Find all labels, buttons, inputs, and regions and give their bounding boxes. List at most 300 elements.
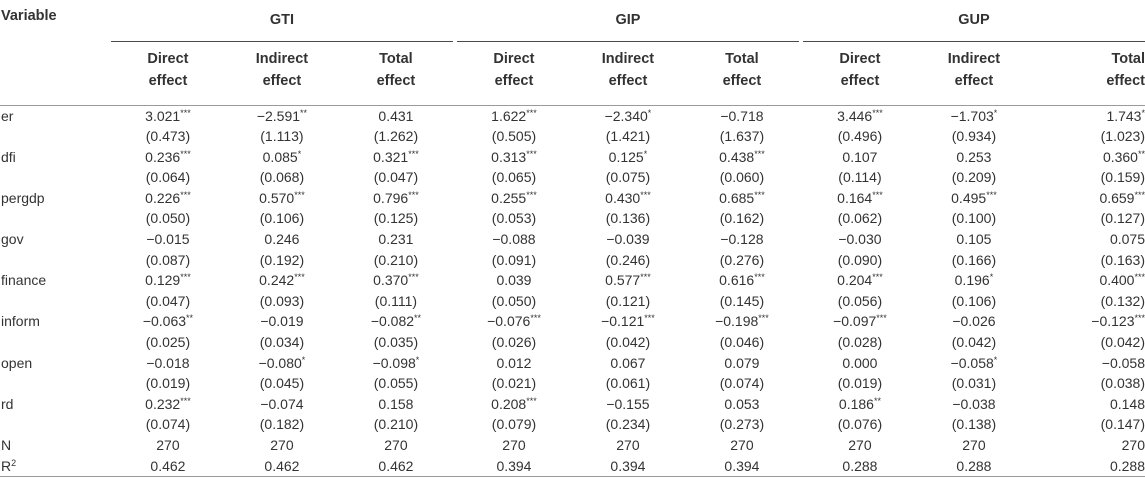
coefficient-value: 0.226 bbox=[145, 189, 181, 206]
variable-header: Variable bbox=[1, 8, 57, 24]
effect-column-header bbox=[803, 41, 917, 105]
table-row bbox=[0, 270, 1145, 291]
table-row bbox=[0, 126, 1145, 147]
variable-name-cell bbox=[0, 373, 111, 394]
significance-stars: ** bbox=[300, 107, 308, 118]
coefficient-value: −0.076 bbox=[487, 313, 531, 330]
table-row bbox=[0, 435, 1145, 456]
value-cell: (0.273) bbox=[719, 416, 765, 433]
value-cell: (0.021) bbox=[491, 375, 537, 392]
value-cell: (0.019) bbox=[145, 375, 191, 392]
significance-stars: *** bbox=[1134, 272, 1145, 283]
value-cell: 0.431 bbox=[378, 107, 414, 124]
value-cell: (0.125) bbox=[373, 210, 419, 227]
effect-header-word: Indirect bbox=[947, 50, 1001, 67]
variable-name-cell bbox=[0, 208, 111, 229]
coefficient-value: 0.495 bbox=[951, 189, 987, 206]
value-cell bbox=[457, 311, 571, 332]
value-cell: 0.000 bbox=[842, 354, 878, 371]
variable-name-cell bbox=[0, 332, 111, 353]
value-cell: −0.058 bbox=[1101, 354, 1145, 371]
value-cell bbox=[571, 270, 685, 291]
variable-superscript: 2 bbox=[11, 457, 17, 468]
table-row bbox=[0, 353, 1145, 374]
significance-stars: *** bbox=[408, 189, 419, 200]
coefficient-value: 3.446 bbox=[837, 107, 873, 124]
value-cell: 0.158 bbox=[378, 395, 414, 412]
coefficient-value: 0.236 bbox=[145, 148, 181, 165]
value-cell: (0.505) bbox=[491, 128, 537, 145]
table-row bbox=[0, 414, 1145, 435]
value-cell: 0.053 bbox=[724, 395, 760, 412]
value-cell: (0.210) bbox=[373, 251, 419, 268]
coefficient-value: 0.196 bbox=[954, 272, 990, 289]
value-cell: (0.060) bbox=[719, 169, 765, 186]
effect-header-word: Total bbox=[725, 50, 759, 67]
variable-name-cell bbox=[0, 229, 111, 250]
table-row bbox=[0, 456, 1145, 477]
value-cell bbox=[339, 270, 453, 291]
value-cell: (0.111) bbox=[374, 292, 418, 309]
value-cell bbox=[111, 311, 225, 332]
value-cell: (0.100) bbox=[951, 210, 997, 227]
value-cell bbox=[685, 311, 799, 332]
value-cell: (0.050) bbox=[491, 292, 537, 309]
value-cell bbox=[571, 311, 685, 332]
significance-stars: *** bbox=[408, 272, 419, 283]
value-cell: 0.462 bbox=[111, 456, 225, 477]
value-cell bbox=[457, 394, 571, 415]
coefficient-value: 1.743 bbox=[1106, 107, 1142, 124]
value-cell: 0.246 bbox=[264, 231, 300, 248]
value-cell: (0.276) bbox=[719, 251, 765, 268]
variable-name-cell bbox=[0, 126, 111, 147]
significance-stars: *** bbox=[1134, 313, 1145, 324]
value-cell bbox=[111, 394, 225, 415]
value-cell: 0.079 bbox=[724, 354, 760, 371]
value-cell: (0.056) bbox=[837, 292, 883, 309]
variable-name: er bbox=[1, 107, 14, 124]
variable-name-cell bbox=[0, 311, 111, 332]
value-cell bbox=[803, 270, 917, 291]
value-cell: 0.394 bbox=[571, 456, 685, 477]
variable-name-cell bbox=[0, 435, 111, 456]
variable-name-cell bbox=[0, 250, 111, 271]
effect-column-header bbox=[571, 41, 685, 105]
value-cell: (0.147) bbox=[1100, 416, 1145, 433]
value-cell: (0.934) bbox=[951, 128, 997, 145]
value-cell: (0.035) bbox=[373, 334, 419, 351]
significance-stars: ** bbox=[1137, 148, 1145, 159]
value-cell: (0.026) bbox=[491, 334, 537, 351]
value-cell bbox=[457, 105, 571, 126]
effect-header-word: effect bbox=[722, 72, 762, 89]
value-cell: 270 bbox=[848, 437, 872, 453]
effect-header-word: Direct bbox=[147, 50, 189, 67]
value-cell: (0.025) bbox=[145, 334, 191, 351]
table-row bbox=[0, 250, 1145, 271]
value-cell bbox=[917, 270, 1031, 291]
effect-header-word: effect bbox=[954, 72, 994, 89]
effect-header-word: effect bbox=[494, 72, 534, 89]
value-cell: (0.074) bbox=[719, 375, 765, 392]
significance-stars: *** bbox=[754, 189, 765, 200]
value-cell: (0.090) bbox=[837, 251, 883, 268]
significance-stars: * bbox=[647, 107, 652, 118]
value-cell: (1.262) bbox=[373, 128, 419, 145]
variable-name-cell bbox=[0, 414, 111, 435]
value-cell: (0.065) bbox=[491, 169, 537, 186]
value-cell: −0.038 bbox=[952, 395, 996, 412]
value-cell: (0.075) bbox=[605, 169, 651, 186]
variable-name: finance bbox=[1, 272, 47, 289]
value-cell bbox=[339, 311, 453, 332]
significance-stars: *** bbox=[526, 107, 537, 118]
effect-column-header bbox=[1031, 41, 1145, 105]
value-cell: (0.042) bbox=[951, 334, 997, 351]
coefficient-value: 0.360 bbox=[1102, 148, 1138, 165]
value-cell: (0.091) bbox=[491, 251, 537, 268]
coefficient-value: 0.164 bbox=[837, 189, 873, 206]
value-cell: 0.012 bbox=[496, 354, 532, 371]
value-cell: (0.042) bbox=[1100, 334, 1145, 351]
value-cell bbox=[339, 147, 453, 168]
value-cell: 0.253 bbox=[956, 148, 992, 165]
value-cell bbox=[1031, 147, 1145, 168]
coefficient-value: −0.082 bbox=[370, 313, 415, 330]
value-cell: 0.231 bbox=[378, 231, 414, 248]
significance-stars: *** bbox=[294, 189, 305, 200]
value-cell: −0.039 bbox=[606, 231, 650, 248]
effect-column-header bbox=[685, 41, 799, 105]
significance-stars: *** bbox=[872, 107, 883, 118]
value-cell: −0.718 bbox=[720, 107, 764, 124]
value-cell: 0.462 bbox=[225, 456, 339, 477]
value-cell bbox=[457, 188, 571, 209]
value-cell bbox=[225, 270, 339, 291]
significance-stars: *** bbox=[294, 272, 305, 283]
value-cell: 270 bbox=[1121, 437, 1145, 453]
table-row bbox=[0, 105, 1145, 126]
sub-header-blank bbox=[0, 41, 111, 105]
coefficient-value: 0.204 bbox=[837, 272, 873, 289]
variable-name: pergdp bbox=[1, 189, 45, 206]
value-cell: 0.288 bbox=[917, 456, 1031, 477]
value-cell bbox=[111, 105, 225, 126]
coefficient-value: −0.097 bbox=[833, 313, 877, 330]
value-cell: (0.038) bbox=[1100, 375, 1145, 392]
value-cell: 0.107 bbox=[842, 148, 878, 165]
value-cell bbox=[571, 188, 685, 209]
group-header-gup: GUP bbox=[803, 0, 1145, 41]
coefficient-value: −0.123 bbox=[1091, 313, 1135, 330]
value-cell: (0.132) bbox=[1100, 292, 1145, 309]
effect-header-word: effect bbox=[376, 72, 416, 89]
significance-stars: *** bbox=[640, 272, 651, 283]
table-row bbox=[0, 167, 1145, 188]
value-cell: (0.087) bbox=[145, 251, 191, 268]
effect-column-header bbox=[225, 41, 339, 105]
coefficient-value: 0.255 bbox=[491, 189, 527, 206]
value-cell: (0.076) bbox=[837, 416, 883, 433]
value-cell: (0.163) bbox=[1100, 251, 1145, 268]
value-cell bbox=[457, 147, 571, 168]
value-cell: (0.136) bbox=[605, 210, 651, 227]
effect-header-word: Direct bbox=[493, 50, 535, 67]
significance-stars: *** bbox=[180, 148, 191, 159]
significance-stars: *** bbox=[180, 107, 191, 118]
coefficient-value: −0.198 bbox=[715, 313, 759, 330]
coefficient-value: −0.121 bbox=[601, 313, 645, 330]
significance-stars: *** bbox=[180, 272, 191, 283]
value-cell: (0.182) bbox=[259, 416, 305, 433]
significance-stars: *** bbox=[180, 189, 191, 200]
value-cell bbox=[1031, 311, 1145, 332]
value-cell: −0.074 bbox=[260, 395, 304, 412]
value-cell: 0.039 bbox=[496, 272, 532, 289]
group-header-row bbox=[0, 0, 1145, 41]
significance-stars: *** bbox=[180, 395, 191, 406]
value-cell: (0.046) bbox=[719, 334, 765, 351]
group-header-gip: GIP bbox=[457, 0, 799, 41]
effect-header-word: Total bbox=[379, 50, 413, 67]
significance-stars: *** bbox=[872, 189, 883, 200]
effect-header-word: effect bbox=[1106, 72, 1145, 89]
value-cell bbox=[917, 188, 1031, 209]
value-cell: (0.061) bbox=[605, 375, 651, 392]
coefficient-value: 0.186 bbox=[838, 395, 874, 412]
significance-stars: ** bbox=[414, 313, 422, 324]
coefficient-value: −0.080 bbox=[258, 354, 302, 371]
value-cell: 0.067 bbox=[610, 354, 646, 371]
significance-stars: *** bbox=[876, 313, 887, 324]
significance-stars: ** bbox=[186, 313, 194, 324]
value-cell: (0.162) bbox=[719, 210, 765, 227]
significance-stars: * bbox=[993, 107, 998, 118]
value-cell: (0.047) bbox=[145, 292, 191, 309]
value-cell: (0.473) bbox=[145, 128, 191, 145]
variable-name-cell bbox=[0, 147, 111, 168]
value-cell: (0.234) bbox=[605, 416, 651, 433]
variable-name-cell bbox=[0, 353, 111, 374]
value-cell bbox=[111, 270, 225, 291]
table-row bbox=[0, 394, 1145, 415]
effect-header-word: Total bbox=[1111, 50, 1145, 67]
value-cell: 270 bbox=[270, 437, 294, 453]
value-cell: (0.093) bbox=[259, 292, 305, 309]
value-cell: (1.113) bbox=[260, 128, 304, 145]
table-row bbox=[0, 147, 1145, 168]
coefficient-value: 0.577 bbox=[605, 272, 641, 289]
significance-stars: *** bbox=[640, 189, 651, 200]
value-cell: (0.062) bbox=[837, 210, 883, 227]
coefficient-value: −2.591 bbox=[256, 107, 301, 124]
effect-header-word: Indirect bbox=[601, 50, 655, 67]
value-cell: (0.246) bbox=[605, 251, 651, 268]
value-cell: 270 bbox=[502, 437, 526, 453]
significance-stars: *** bbox=[754, 272, 765, 283]
value-cell: (0.034) bbox=[259, 334, 305, 351]
value-cell: (0.114) bbox=[838, 169, 882, 186]
effect-column-header bbox=[457, 41, 571, 105]
value-cell bbox=[111, 188, 225, 209]
variable-name: inform bbox=[1, 313, 40, 330]
value-cell: (0.145) bbox=[719, 292, 765, 309]
value-cell: (0.159) bbox=[1100, 169, 1145, 186]
value-cell bbox=[571, 105, 685, 126]
value-cell: (0.019) bbox=[837, 375, 883, 392]
coefficient-value: 0.796 bbox=[373, 189, 409, 206]
value-cell bbox=[803, 188, 917, 209]
table-row bbox=[0, 188, 1145, 209]
coefficient-value: 0.125 bbox=[608, 148, 644, 165]
variable-name-cell bbox=[0, 291, 111, 312]
value-cell bbox=[685, 147, 799, 168]
variable-name-cell bbox=[0, 270, 111, 291]
value-cell bbox=[225, 353, 339, 374]
significance-stars: *** bbox=[408, 148, 419, 159]
effect-header-word: effect bbox=[148, 72, 188, 89]
value-cell bbox=[225, 105, 339, 126]
table-row bbox=[0, 208, 1145, 229]
significance-stars: ** bbox=[873, 395, 881, 406]
variable-name-cell bbox=[0, 167, 111, 188]
coefficient-value: 1.622 bbox=[491, 107, 527, 124]
value-cell: (0.210) bbox=[373, 416, 419, 433]
effect-column-header bbox=[917, 41, 1031, 105]
effect-header-word: effect bbox=[262, 72, 302, 89]
variable-name: gov bbox=[1, 231, 24, 248]
coefficient-value: 0.438 bbox=[719, 148, 755, 165]
value-cell: −0.155 bbox=[606, 395, 650, 412]
value-cell: 270 bbox=[730, 437, 754, 453]
value-cell: (0.045) bbox=[259, 375, 305, 392]
value-cell: (0.050) bbox=[145, 210, 191, 227]
variable-name: open bbox=[1, 354, 33, 371]
value-cell: (0.028) bbox=[837, 334, 883, 351]
significance-stars: * bbox=[993, 354, 998, 365]
significance-stars: *** bbox=[872, 272, 883, 283]
value-cell: (0.209) bbox=[951, 169, 997, 186]
variable-name-cell bbox=[0, 105, 111, 126]
coefficient-value: 0.085 bbox=[262, 148, 298, 165]
value-cell: (0.106) bbox=[259, 210, 305, 227]
coefficient-value: −0.058 bbox=[950, 354, 994, 371]
value-cell: 0.394 bbox=[457, 456, 571, 477]
value-cell: −0.128 bbox=[720, 231, 764, 248]
value-cell: −0.026 bbox=[952, 313, 996, 330]
value-cell: −0.030 bbox=[838, 231, 882, 248]
value-cell bbox=[803, 394, 917, 415]
coefficient-value: 0.685 bbox=[719, 189, 755, 206]
coefficient-value: −1.703 bbox=[950, 107, 994, 124]
value-cell bbox=[1031, 105, 1145, 126]
significance-stars: * bbox=[1141, 107, 1145, 118]
value-cell bbox=[339, 188, 453, 209]
coefficient-value: 0.430 bbox=[605, 189, 641, 206]
coefficient-value: 0.208 bbox=[491, 395, 527, 412]
value-cell: (0.064) bbox=[145, 169, 191, 186]
coefficient-value: 0.400 bbox=[1099, 272, 1135, 289]
significance-stars: * bbox=[297, 148, 302, 159]
value-cell: (0.138) bbox=[951, 416, 997, 433]
coefficient-value: 0.616 bbox=[719, 272, 755, 289]
significance-stars: *** bbox=[1134, 189, 1145, 200]
coefficient-value: −0.063 bbox=[142, 313, 187, 330]
effect-header-word: Direct bbox=[839, 50, 881, 67]
value-cell: (0.042) bbox=[605, 334, 651, 351]
value-cell bbox=[917, 105, 1031, 126]
coefficient-value: −0.098 bbox=[372, 354, 416, 371]
coefficient-value: 0.570 bbox=[259, 189, 295, 206]
value-cell bbox=[685, 188, 799, 209]
value-cell: 0.394 bbox=[685, 456, 799, 477]
value-cell bbox=[1031, 188, 1145, 209]
significance-stars: *** bbox=[526, 189, 537, 200]
effect-column-header bbox=[111, 41, 225, 105]
value-cell bbox=[225, 188, 339, 209]
significance-stars: *** bbox=[526, 395, 537, 406]
value-cell bbox=[571, 147, 685, 168]
value-cell: (0.079) bbox=[491, 416, 537, 433]
coefficient-value: 0.313 bbox=[491, 148, 527, 165]
significance-stars: *** bbox=[530, 313, 541, 324]
value-cell bbox=[917, 353, 1031, 374]
value-cell bbox=[803, 105, 917, 126]
significance-stars: * bbox=[643, 148, 648, 159]
significance-stars: *** bbox=[986, 189, 997, 200]
table-body bbox=[0, 105, 1145, 477]
significance-stars: *** bbox=[758, 313, 769, 324]
sub-header-row bbox=[0, 41, 1145, 105]
value-cell: 270 bbox=[962, 437, 986, 453]
value-cell: (0.166) bbox=[951, 251, 997, 268]
coefficient-value: 0.321 bbox=[373, 148, 409, 165]
value-cell bbox=[225, 147, 339, 168]
variable-name: R bbox=[1, 457, 12, 474]
value-cell bbox=[685, 270, 799, 291]
value-cell: (0.192) bbox=[259, 251, 305, 268]
value-cell: (0.496) bbox=[837, 128, 883, 145]
coefficient-value: 0.370 bbox=[373, 272, 409, 289]
significance-stars: *** bbox=[644, 313, 655, 324]
variable-name-cell bbox=[0, 188, 111, 209]
value-cell: (0.121) bbox=[605, 292, 651, 309]
value-cell: 0.105 bbox=[956, 231, 992, 248]
value-cell bbox=[803, 311, 917, 332]
variable-name-cell bbox=[0, 456, 111, 477]
value-cell: −0.018 bbox=[146, 354, 190, 371]
value-cell: (0.053) bbox=[491, 210, 537, 227]
coefficient-value: 0.242 bbox=[259, 272, 295, 289]
coefficient-value: −2.340 bbox=[604, 107, 648, 124]
value-cell: (1.421) bbox=[605, 128, 651, 145]
value-cell: −0.088 bbox=[492, 231, 536, 248]
group-header-gti: GTI bbox=[111, 0, 453, 41]
value-cell: (0.047) bbox=[373, 169, 419, 186]
value-cell: (0.127) bbox=[1100, 210, 1145, 227]
table-row bbox=[0, 291, 1145, 312]
value-cell: 0.288 bbox=[1031, 456, 1145, 477]
value-cell: 270 bbox=[384, 437, 408, 453]
variable-name: rd bbox=[1, 395, 14, 412]
value-cell: −0.015 bbox=[146, 231, 190, 248]
effect-header-word: Indirect bbox=[255, 50, 309, 67]
variable-name-cell bbox=[0, 394, 111, 415]
value-cell: (0.068) bbox=[259, 169, 305, 186]
value-cell: (0.055) bbox=[373, 375, 419, 392]
value-cell: −0.019 bbox=[260, 313, 304, 330]
